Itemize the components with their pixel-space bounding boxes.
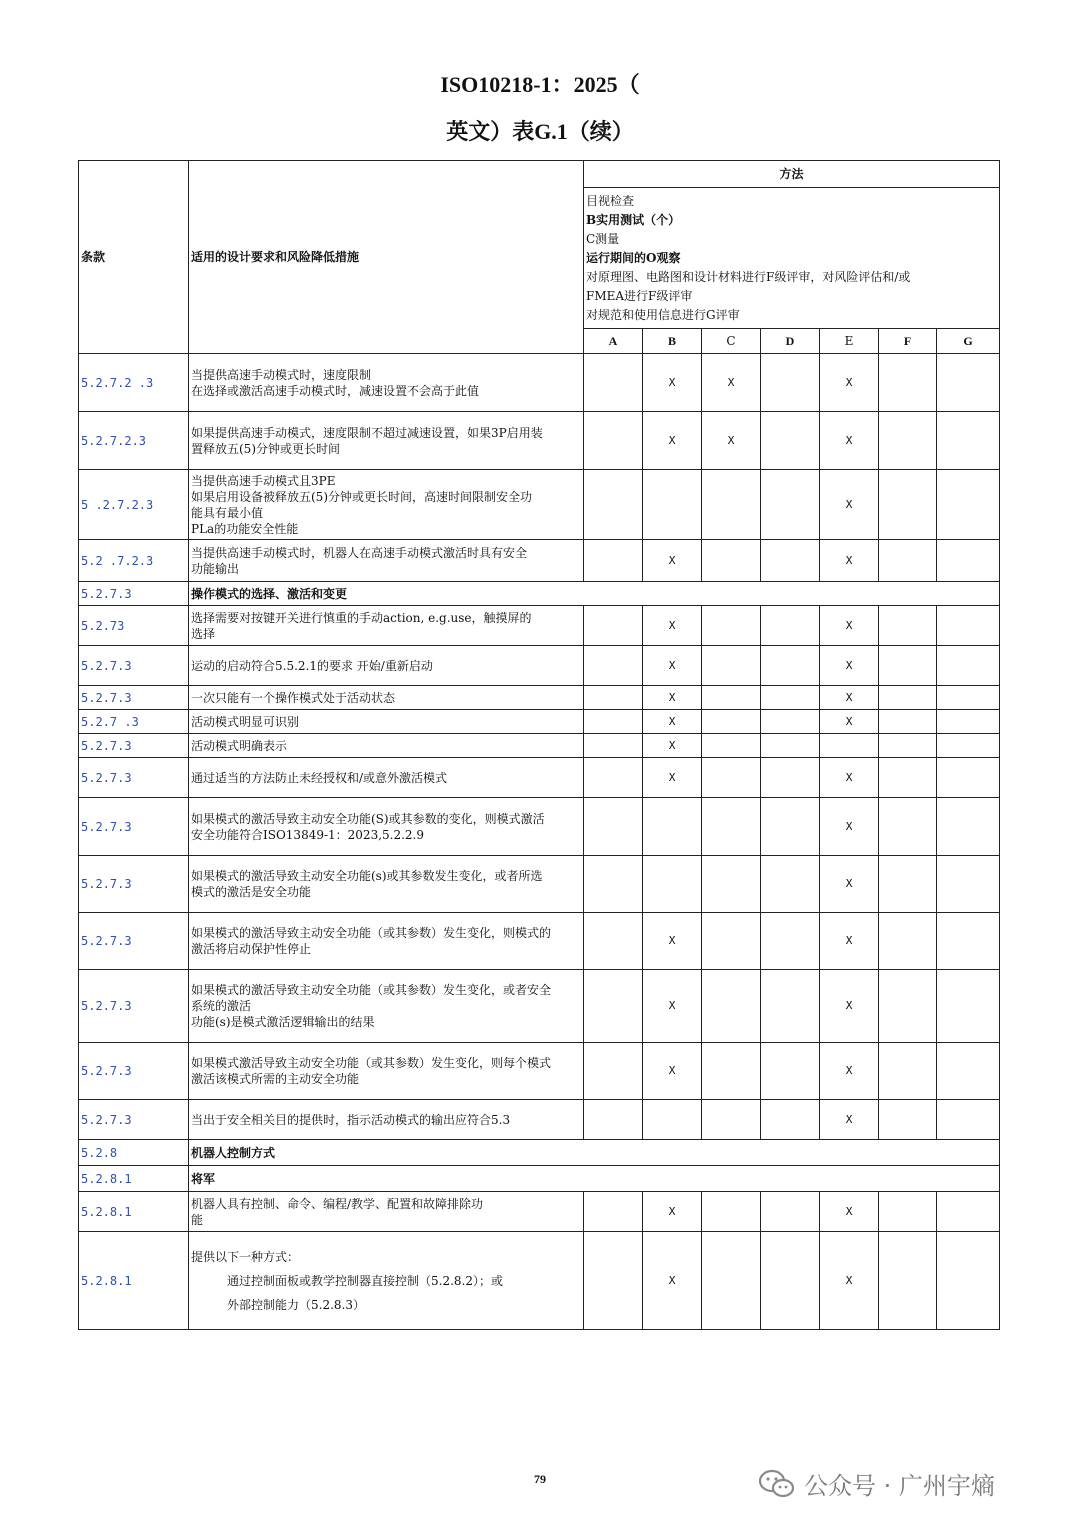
method-mark-d	[761, 1043, 820, 1100]
requirement-line: 置释放五(5)分钟或更长时间	[191, 441, 340, 456]
method-mark-c	[702, 913, 761, 970]
requirement-cell	[189, 582, 1000, 606]
method-mark-a	[584, 734, 643, 758]
method-letter-e: E	[820, 329, 879, 354]
method-mark-b: X	[643, 412, 702, 470]
method-letter-a: A	[584, 329, 643, 354]
table-row	[79, 734, 1000, 758]
requirement-cell	[189, 1100, 584, 1140]
method-mark-f	[879, 734, 937, 758]
method-mark-g	[937, 1192, 1000, 1232]
method-mark-c	[702, 1100, 761, 1140]
requirement-line: 将军	[191, 1171, 216, 1186]
method-mark-d	[761, 540, 820, 582]
clause-cell: 5.2.7.3	[79, 856, 189, 913]
section-row	[79, 582, 1000, 606]
requirement-cell	[189, 412, 584, 470]
requirement-cell	[189, 354, 584, 412]
method-mark-a	[584, 470, 643, 540]
requirement-line: 如果模式的激活导致主动安全功能（或其参数）发生变化，则模式的	[191, 926, 552, 940]
method-legend-line: C测量	[586, 231, 620, 246]
requirement-cell	[189, 913, 584, 970]
method-mark-f	[879, 758, 937, 798]
method-mark-a	[584, 686, 643, 710]
method-mark-d	[761, 1192, 820, 1232]
clause-cell: 5 .2.7.2.3	[79, 470, 189, 540]
method-mark-g	[937, 970, 1000, 1043]
clause-cell: 5.2.8	[79, 1140, 189, 1166]
requirement-line: 激活该模式所需的主动安全功能	[191, 1072, 360, 1086]
method-mark-b: X	[643, 540, 702, 582]
method-mark-b	[643, 1100, 702, 1140]
method-mark-b: X	[643, 1043, 702, 1100]
requirement-line: 机器人具有控制、命令、编程/教学、配置和故障排除功	[191, 1196, 484, 1211]
clause-cell: 5.2.7.3	[79, 758, 189, 798]
method-letter-f: F	[879, 329, 937, 354]
requirement-line: 如果模式的激活导致主动安全功能(S)或其参数的变化，则模式激活	[191, 811, 545, 826]
method-mark-f	[879, 540, 937, 582]
requirement-line: 能具有最小值	[191, 505, 264, 520]
method-mark-d	[761, 913, 820, 970]
method-mark-a	[584, 970, 643, 1043]
method-mark-g	[937, 913, 1000, 970]
clause-cell: 5.2.7.3	[79, 686, 189, 710]
requirement-line: 如果模式的激活导致主动安全功能(s)或其参数发生变化，或者所选	[191, 869, 543, 883]
method-mark-e: X	[820, 1100, 879, 1140]
method-legend	[584, 188, 1000, 329]
table-row	[79, 913, 1000, 970]
method-mark-g	[937, 856, 1000, 913]
requirement-line: 通过控制面板或教学控制器直接控制（5.2.8.2）；或	[227, 1273, 503, 1288]
requirement-cell	[189, 1043, 584, 1100]
requirement-line: 机器人控制方式	[191, 1145, 276, 1160]
requirement-line: 活动模式明确表示	[191, 738, 288, 753]
method-mark-a	[584, 646, 643, 686]
requirement-line: 当出于安全相关目的提供时，指示活动模式的输出应符合5.3	[191, 1112, 511, 1127]
requirements-table	[78, 160, 1000, 1330]
method-mark-f	[879, 710, 937, 734]
header-methods: 方法	[584, 161, 1000, 188]
table-row	[79, 1192, 1000, 1232]
method-mark-b: X	[643, 686, 702, 710]
requirement-line: 安全功能符合ISO13849-1：2023,5.2.2.9	[191, 827, 424, 842]
method-mark-g	[937, 470, 1000, 540]
clause-cell: 5.2.8.1	[79, 1232, 189, 1330]
requirement-line: 活动模式明显可识别	[191, 714, 300, 729]
method-mark-c	[702, 970, 761, 1043]
method-mark-e: X	[820, 1232, 879, 1330]
requirement-line: 提供以下一种方式：	[191, 1249, 300, 1264]
requirement-line: 选择	[191, 626, 216, 641]
table-row	[79, 354, 1000, 412]
method-mark-e: X	[820, 412, 879, 470]
requirement-cell	[189, 1232, 584, 1330]
method-legend-line: FMEA进行F级评审	[586, 288, 693, 303]
method-mark-e: X	[820, 710, 879, 734]
table-row	[79, 856, 1000, 913]
requirement-cell	[189, 734, 584, 758]
method-mark-f	[879, 913, 937, 970]
clause-cell: 5.2.7.3	[79, 1100, 189, 1140]
method-mark-f	[879, 1100, 937, 1140]
method-mark-a	[584, 1232, 643, 1330]
method-mark-e: X	[820, 540, 879, 582]
watermark-text: 公众号 · 广州宇熵	[804, 1472, 995, 1500]
page-number: 79	[534, 1472, 546, 1486]
method-mark-f	[879, 970, 937, 1043]
watermark	[758, 1466, 995, 1501]
requirement-line: 系统的激活	[191, 999, 252, 1013]
requirement-line: 如果模式激活导致主动安全功能（或其参数）发生变化，则每个模式	[191, 1056, 552, 1070]
method-mark-a	[584, 412, 643, 470]
clause-cell: 5.2.7.3	[79, 970, 189, 1043]
requirement-line: 功能输出	[191, 561, 240, 576]
method-mark-c	[702, 470, 761, 540]
requirement-line: 激活将启动保护性停止	[191, 942, 312, 956]
clause-cell: 5.2.7 .3	[79, 710, 189, 734]
method-mark-a	[584, 1043, 643, 1100]
method-mark-e: X	[820, 758, 879, 798]
requirement-line: 在选择或激活高速手动模式时，减速设置不会高于此值	[191, 383, 480, 398]
table-row	[79, 606, 1000, 646]
method-mark-d	[761, 758, 820, 798]
method-mark-c	[702, 856, 761, 913]
requirement-cell	[189, 606, 584, 646]
method-mark-d	[761, 686, 820, 710]
method-mark-a	[584, 758, 643, 798]
requirement-line: 通过适当的方法防止未经授权和/或意外激活模式	[191, 770, 448, 785]
requirement-line: PLa的功能安全性能	[191, 521, 299, 536]
method-mark-f	[879, 856, 937, 913]
requirement-line: 运动的启动符合5.5.2.1的要求 开始/重新启动	[191, 658, 433, 673]
table-row	[79, 412, 1000, 470]
method-mark-b: X	[643, 646, 702, 686]
method-mark-e: X	[820, 354, 879, 412]
method-mark-f	[879, 412, 937, 470]
requirement-cell	[189, 540, 584, 582]
method-mark-g	[937, 354, 1000, 412]
method-mark-c	[702, 606, 761, 646]
method-mark-g	[937, 710, 1000, 734]
method-legend-line: 运行期间的O观察	[586, 250, 681, 265]
requirement-line: 功能(s)是模式激活逻辑输出的结果	[191, 1015, 375, 1029]
requirement-line: 模式的激活是安全功能	[191, 885, 312, 899]
method-legend-line: B实用测试（个）	[586, 212, 681, 227]
method-mark-f	[879, 646, 937, 686]
method-mark-d	[761, 856, 820, 913]
requirement-cell	[189, 798, 584, 856]
requirement-cell	[189, 710, 584, 734]
method-mark-a	[584, 1192, 643, 1232]
requirement-line: 当提供高速手动模式时，机器人在高速手动模式激活时具有安全	[191, 545, 528, 560]
method-letter-b: B	[643, 329, 702, 354]
requirement-line: 选择需要对按键开关进行慎重的手动action, e.g.use，触摸屏的	[191, 610, 532, 625]
method-mark-d	[761, 710, 820, 734]
method-mark-e: X	[820, 913, 879, 970]
requirement-cell	[189, 856, 584, 913]
section-row	[79, 1140, 1000, 1166]
method-mark-g	[937, 646, 1000, 686]
method-mark-g	[937, 1100, 1000, 1140]
requirement-line: 当提供高速手动模式且3PE	[191, 473, 336, 488]
method-mark-c	[702, 1232, 761, 1330]
method-mark-d	[761, 354, 820, 412]
method-mark-e: X	[820, 1192, 879, 1232]
method-mark-d	[761, 1232, 820, 1330]
method-mark-e: X	[820, 1043, 879, 1100]
method-mark-f	[879, 686, 937, 710]
method-letter-d: D	[761, 329, 820, 354]
method-mark-b: X	[643, 758, 702, 798]
method-mark-c	[702, 758, 761, 798]
method-mark-e	[820, 734, 879, 758]
method-mark-c	[702, 1043, 761, 1100]
method-mark-c	[702, 1192, 761, 1232]
requirement-line: 如果模式的激活导致主动安全功能（或其参数）发生变化，或者安全	[191, 983, 552, 997]
method-mark-b: X	[643, 710, 702, 734]
method-mark-a	[584, 913, 643, 970]
header-clause: 条款	[79, 161, 189, 354]
table-row	[79, 646, 1000, 686]
clause-cell: 5.2 .7.2.3	[79, 540, 189, 582]
requirement-line: 如果启用设备被释放五(5)分钟或更长时间，高速时间限制安全功	[191, 489, 533, 504]
clause-cell: 5.2.7.3	[79, 913, 189, 970]
method-mark-a	[584, 856, 643, 913]
clause-cell: 5.2.7.3	[79, 646, 189, 686]
method-mark-g	[937, 540, 1000, 582]
table-row	[79, 798, 1000, 856]
requirement-line: 一次只能有一个操作模式处于活动状态	[191, 690, 396, 705]
method-legend-line: 目视检查	[586, 193, 635, 208]
table-row	[79, 970, 1000, 1043]
method-mark-e: X	[820, 970, 879, 1043]
table-row	[79, 1043, 1000, 1100]
method-mark-d	[761, 798, 820, 856]
wechat-icon	[758, 1468, 796, 1500]
method-mark-d	[761, 646, 820, 686]
method-mark-g	[937, 734, 1000, 758]
method-mark-c	[702, 710, 761, 734]
document-title-line1: ISO10218-1：2025（	[440, 72, 640, 97]
section-row	[79, 1166, 1000, 1192]
method-mark-a	[584, 540, 643, 582]
method-mark-e: X	[820, 606, 879, 646]
clause-cell: 5.2.7.3	[79, 734, 189, 758]
table-row	[79, 1100, 1000, 1140]
clause-cell: 5.2.7.2.3	[79, 412, 189, 470]
method-mark-d	[761, 606, 820, 646]
table-row	[79, 540, 1000, 582]
method-mark-b: X	[643, 354, 702, 412]
clause-cell: 5.2.8.1	[79, 1192, 189, 1232]
requirement-line: 如果提供高速手动模式，速度限制不超过减速设置，如果3P启用装	[191, 425, 543, 440]
method-mark-d	[761, 470, 820, 540]
method-mark-g	[937, 412, 1000, 470]
method-legend-line: 对规范和使用信息进行G评审	[586, 307, 740, 322]
requirement-cell	[189, 470, 584, 540]
method-mark-f	[879, 606, 937, 646]
requirement-line: 外部控制能力（5.2.8.3）	[227, 1297, 365, 1312]
method-mark-b: X	[643, 734, 702, 758]
method-mark-c	[702, 734, 761, 758]
method-mark-b: X	[643, 970, 702, 1043]
method-mark-g	[937, 1232, 1000, 1330]
method-mark-b: X	[643, 1192, 702, 1232]
document-title-line2: 英文）表G.1（续）	[446, 119, 634, 144]
requirement-cell	[189, 686, 584, 710]
requirement-cell	[189, 1140, 1000, 1166]
method-letter-c: C	[702, 329, 761, 354]
method-mark-g	[937, 798, 1000, 856]
method-mark-d	[761, 412, 820, 470]
requirement-cell	[189, 1192, 584, 1232]
method-mark-b	[643, 856, 702, 913]
method-mark-a	[584, 798, 643, 856]
method-mark-a	[584, 1100, 643, 1140]
method-mark-e: X	[820, 646, 879, 686]
method-mark-e: X	[820, 798, 879, 856]
clause-cell: 5.2.73	[79, 606, 189, 646]
table-row	[79, 1232, 1000, 1330]
method-mark-f	[879, 1192, 937, 1232]
clause-cell: 5.2.7.3	[79, 1043, 189, 1100]
method-mark-g	[937, 606, 1000, 646]
method-mark-d	[761, 970, 820, 1043]
clause-cell: 5.2.7.3	[79, 582, 189, 606]
method-mark-b	[643, 798, 702, 856]
method-mark-f	[879, 354, 937, 412]
requirement-cell	[189, 970, 584, 1043]
method-mark-e: X	[820, 686, 879, 710]
requirement-line: 当提供高速手动模式时，速度限制	[191, 367, 372, 382]
header-requirements: 适用的设计要求和风险降低措施	[189, 161, 584, 354]
method-mark-b: X	[643, 1232, 702, 1330]
method-mark-a	[584, 710, 643, 734]
method-mark-g	[937, 686, 1000, 710]
requirement-line: 操作模式的选择、激活和变更	[191, 586, 348, 601]
method-mark-a	[584, 606, 643, 646]
method-mark-f	[879, 798, 937, 856]
method-mark-c	[702, 646, 761, 686]
requirement-cell	[189, 758, 584, 798]
requirement-cell	[189, 646, 584, 686]
method-legend-line: 对原理图、电路图和设计材料进行F级评审，对风险评估和/或	[586, 269, 911, 284]
method-mark-c	[702, 540, 761, 582]
method-mark-g	[937, 1043, 1000, 1100]
table-row	[79, 470, 1000, 540]
requirement-line: 能	[191, 1212, 204, 1227]
method-mark-f	[879, 1232, 937, 1330]
method-mark-c: X	[702, 354, 761, 412]
method-mark-a	[584, 354, 643, 412]
table-row	[79, 686, 1000, 710]
method-mark-c	[702, 686, 761, 710]
table-row	[79, 710, 1000, 734]
clause-cell: 5.2.7.3	[79, 798, 189, 856]
method-mark-b: X	[643, 606, 702, 646]
method-mark-d	[761, 734, 820, 758]
method-letter-g: G	[937, 329, 1000, 354]
method-mark-b	[643, 470, 702, 540]
method-mark-d	[761, 1100, 820, 1140]
table-row	[79, 758, 1000, 798]
method-mark-b: X	[643, 913, 702, 970]
method-mark-e: X	[820, 856, 879, 913]
method-mark-f	[879, 1043, 937, 1100]
method-mark-c: X	[702, 412, 761, 470]
clause-cell: 5.2.8.1	[79, 1166, 189, 1192]
method-mark-e: X	[820, 470, 879, 540]
method-mark-f	[879, 470, 937, 540]
requirement-cell	[189, 1166, 1000, 1192]
clause-cell: 5.2.7.2 .3	[79, 354, 189, 412]
method-mark-c	[702, 798, 761, 856]
method-mark-g	[937, 758, 1000, 798]
